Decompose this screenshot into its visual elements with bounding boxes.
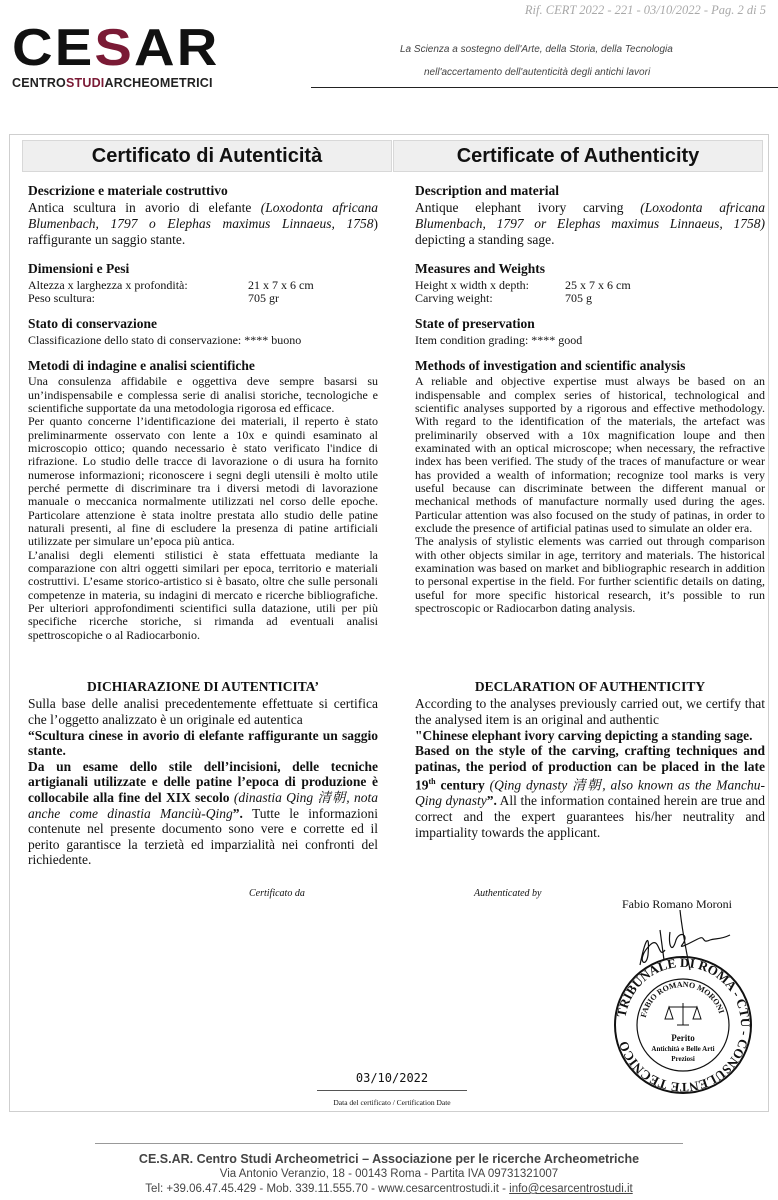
dimensions-value: 21 x 7 x 6 cm: [248, 277, 314, 292]
weight-label: Peso scultura:: [28, 291, 95, 306]
weight-label-en: Carving weight:: [415, 291, 493, 306]
declaration-dating: Da un esame dello stile dell’incisioni, delle tecniche artigianali utilizzate e delle patine l’epoca di produzione è collocabile alla fine del XIX secolo: [28, 758, 378, 805]
description-start: Antica scultura in avorio di elefante: [28, 200, 261, 216]
declaration-century: century: [435, 777, 485, 793]
description-text: [28, 200, 378, 248]
dimensions-value-en: 25 x 7 x 6 cm: [565, 277, 631, 292]
description-heading-en: Description and material: [415, 183, 559, 198]
svg-text:FABIO ROMANO MORONI: FABIO ROMANO MORONI: [638, 979, 727, 1019]
footer-email-link[interactable]: info@cesarcentrostudi.it: [509, 1183, 633, 1195]
authenticated-by-label: Authenticated by: [474, 888, 542, 899]
tagline-line1: La Scienza a sostegno dell'Arte, della Storia, della Tecnologia: [400, 44, 673, 55]
declaration-heading-en: DECLARATION OF AUTHENTICITY: [474, 679, 706, 694]
title-english: Certificate of Authenticity: [393, 140, 763, 172]
description-end: ) raffigurante un saggio stante.: [28, 216, 378, 248]
english-column: [415, 184, 765, 615]
methods-p2-en: The analysis of stylistic elements was carried out through comparison with other objects similar in age, territory and materials. The historical examination was based on market and bibliographic research in addition to personal expertise in the field. For further scientific details on dating, useful for more specific historical research, it’s possible to run spectroscopic or Radiocarbon dating analysis.: [415, 534, 765, 616]
declaration-intro: Sulla base delle analisi precedentemente effettuate si certifica che l’oggetto analizzato è un originale ed autentica: [28, 696, 378, 727]
conservation-heading-en: State of preservation: [415, 316, 535, 332]
description-heading: Descrizione e materiale costruttivo: [28, 183, 228, 198]
dimensions-heading-en: Measures and Weights: [415, 261, 546, 277]
cesar-logo: [12, 19, 282, 90]
description-latin-en: (Loxodonta africana Blumenbach, 1797 or Elephas maximus Linnaeus, 1758): [415, 200, 765, 232]
date-label: Data del certificato / Certification Date: [333, 1098, 451, 1107]
footer-contacts: [0, 1183, 778, 1195]
svg-text:TRIBUNALE DI ROMA - CTU - CONS: TRIBUNALE DI ROMA - CTU - CONSULENTE TECNICO: [613, 955, 753, 1095]
description-latin: (Loxodonta africana Blumenbach, 1797 o Elephas maximus Linnaeus, 1758: [28, 200, 378, 232]
conservation-heading: Stato di conservazione: [28, 316, 157, 332]
certified-by-label: Certificato da: [249, 888, 305, 899]
logo-part1: CE: [12, 19, 95, 77]
declaration-dating-en: Based on the style of the carving, crafting techniques and patinas, the period of production can be placed in the late 19: [415, 743, 765, 793]
dimensions-heading: Dimensioni e Pesi: [28, 261, 130, 277]
declaration-object-en: "Chinese elephant ivory carving depicting a standing sage.: [415, 727, 753, 743]
declaration-close-quote-en: ”.: [486, 793, 497, 809]
declaration-close-quote: ”.: [232, 805, 243, 821]
italian-declaration: [28, 680, 378, 868]
declaration-superscript: th: [428, 777, 436, 787]
declaration-body: [28, 759, 378, 868]
logo-part2: AR: [133, 19, 220, 77]
logo-sub-part1: CENTRO: [12, 76, 66, 90]
svg-text:Perito: Perito: [671, 1033, 695, 1043]
methods-heading: Metodi di indagine e analisi scientifiche: [28, 357, 255, 373]
declaration-body-en: [415, 743, 765, 840]
logo-sub-accent: STUDI: [65, 76, 105, 90]
declaration-dynasty-en: (Qing dynasty 清朝, also known as the Manchu-Qing dynasty: [415, 777, 765, 809]
footer-divider: [95, 1143, 683, 1144]
date-underline: [317, 1090, 467, 1091]
declaration-object: “Scultura cinese in avorio di elefante raffigurante un saggio stante.: [28, 727, 378, 759]
weight-value: 705 gr: [248, 291, 279, 306]
weight-row-en: [415, 292, 765, 305]
logo-sub-part2: ARCHEOMETRICI: [104, 76, 213, 90]
svg-text:Antichità e Belle Arti: Antichità e Belle Arti: [651, 1045, 715, 1053]
logo-wordmark: [12, 19, 304, 77]
logo-accent: S: [94, 19, 134, 77]
conservation-text-en: Item condition grading: **** good: [415, 332, 583, 347]
methods-p2: Per quanto concerne l’identificazione dei materiali, il reperto è stato preliminarmente osservato con lente a 10x e quindi esaminato al microscopio ottico; quando necessario è stato verificato l'indice di rifrazione. Lo studio delle tracce di lavorazione o di usura ha fornito numerose informazioni; riconoscere i segni degli utensili è molto utile perché permette di discriminare tra i diversi metodi di lavorazione manuale o meccanica normalmente utilizzati nel corso delle epoche. Particolare attenzione è stata inoltre prestata allo studio delle patine naturali presenti, al fine di escludere la presenza di patine artificiali utilizzate per simulare un’epoca più antica.: [28, 414, 378, 549]
official-stamp-icon: [613, 955, 753, 1095]
weight-row: [28, 292, 378, 305]
declaration-tail-en: All the information contained herein are true and correct and the expert guarantees his/her neutrality and impartiality towards the applicant.: [415, 793, 765, 840]
svg-text:Preziosi: Preziosi: [671, 1055, 695, 1063]
header-divider: [311, 87, 778, 88]
description-end-en: depicting a standing sage.: [415, 232, 555, 248]
footer-address: Via Antonio Veranzio, 18 - 00143 Roma - Partita IVA 09731321007: [219, 1168, 559, 1180]
description-start-en: Antique elephant ivory carving: [415, 200, 641, 216]
english-declaration: [415, 680, 765, 840]
methods-p1-en: A reliable and objective expertise must always be based on an indispensable and complex series of historical, technological and scientific analyses supported by a rigorous and effective methodology. With regard to the identification of the materials, the artefact was preliminarily observed with a 10x magnification loupe and then examinated with an optical microscope; when necessary, the refractive index has been verified. The study of the traces of manufacture or wear has provided a wealth of information; recognize tool marks is very useful because can discriminate between the different manual or mechanical methods of manufacture normally used during the ages. Particular attention was also focused on the study of patinas, in order to exclude the presence of artificial patinas used to simulate an older era.: [415, 374, 765, 536]
title-italian: Certificato di Autenticità: [22, 140, 392, 172]
methods-p1: Una consulenza affidabile e oggettiva deve sempre basarsi su un’indispensabile e complessa serie di analisi storiche, tecnologiche e scientifiche supportate da una metodologia rigorosa ed efficace.: [28, 374, 378, 415]
certificate-reference: Rif. CERT 2022 - 221 - 03/10/2022 - Pag. 2 di 5: [524, 3, 766, 17]
dimensions-label-en: Height x width x depth:: [415, 277, 529, 292]
italian-column: [28, 184, 378, 642]
declaration-heading: DICHIARAZIONE DI AUTENTICITA’: [86, 679, 320, 694]
methods-heading-en: Methods of investigation and scientific analysis: [415, 357, 686, 373]
dimensions-label: Altezza x larghezza x profondità:: [28, 277, 188, 292]
tagline-line2: nell'accertamento dell'autenticità degli antichi lavori: [424, 67, 651, 78]
declaration-tail: Tutte le informazioni contenute nel presente documento sono vere e corrette ed il perito garantisce la terzietà ed imparzialità nei confronti del richiedente.: [28, 805, 378, 868]
certificate-date: 03/10/2022: [355, 1071, 429, 1085]
declaration-dynasty: (dinastia Qing 清朝, nota anche come dinastia Manciù-Qing: [28, 789, 378, 821]
footer-organization: CE.S.AR. Centro Studi Archeometrici – Associazione per le ricerche Archeometriche: [138, 1152, 640, 1166]
description-text-en: [415, 200, 765, 248]
methods-p3: L’analisi degli elementi stilistici è stata effettuata mediante la comparazione con altri oggetti similari per epoca, territorio e materiali costruttivi. L’esame storico-artistico si è basato, oltre che sulle personali competenze in materia, su indagini di mercato e ricerche bibliografiche. Per ulteriori approfondimenti scientifici sulla datazione, utili per più specifiche ricerche storiche, si rimanda ad eventuali analisi spettroscopiche o al Radiocarbonio.: [28, 547, 378, 642]
conservation-text: Classificazione dello stato di conservazione: **** buono: [28, 332, 302, 347]
logo-subtitle: [12, 76, 282, 90]
footer-phone-web: Tel: +39.06.47.45.429 - Mob. 339.11.555.70 - www.cesarcentrostudi.it -: [145, 1183, 510, 1195]
weight-value-en: 705 g: [565, 291, 592, 306]
declaration-intro-en: According to the analyses previously carried out, we certify that the analysed item is an original and authentic: [415, 696, 765, 727]
expert-name: Fabio Romano Moroni: [622, 897, 732, 911]
